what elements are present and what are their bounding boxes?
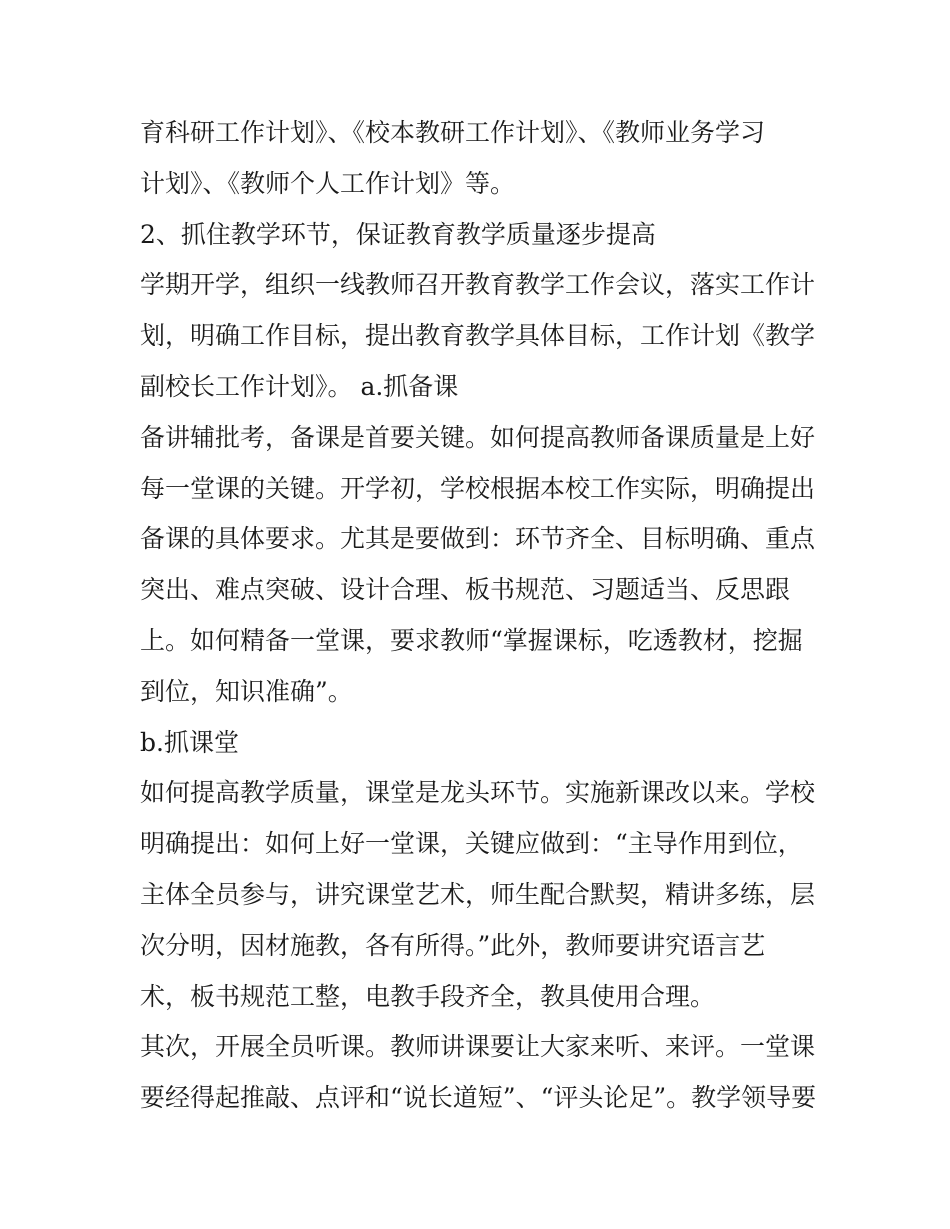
text-line: 次分明，因材施教，各有所得。”此外，教师要讲究语言艺: [140, 930, 766, 960]
text-line: 到位，知识准确”。: [140, 676, 353, 706]
text-line: 主体全员参与，讲究课堂艺术，师生配合默契，精讲多练，层: [140, 879, 816, 909]
text-line: 副校长工作计划》。 a.抓备课: [140, 371, 459, 401]
text-line: 上。如何精备一堂课，要求教师“掌握课标，吃透教材，挖掘: [140, 625, 803, 655]
text-line: 明确提出：如何上好一堂课，关键应做到：“主导作用到位，: [140, 829, 803, 859]
text-line: 备课的具体要求。尤其是要做到：环节齐全、目标明确、重点: [140, 524, 816, 554]
text-line: 划，明确工作目标，提出教育教学具体目标，工作计划《教学: [140, 321, 816, 351]
subsection-heading: b.抓课堂: [140, 727, 239, 757]
body-text: [140, 108, 820, 1124]
text-line: 术，板书规范工整，电教手段齐全，教具使用合理。: [140, 981, 716, 1011]
text-line: 学期开学，组织一线教师召开教育教学工作会议，落实工作计: [140, 270, 816, 300]
section-heading: 2、抓住教学环节，保证教育教学质量逐步提高: [140, 219, 656, 249]
text-line: 育科研工作计划》、《校本教研工作计划》、《教师业务学习: [140, 118, 766, 147]
text-line: 计划》、《教师个人工作计划》等。: [140, 168, 516, 198]
text-line: 备讲辅批考，备课是首要关键。如何提高教师备课质量是上好: [140, 422, 816, 452]
text-line: 要经得起推敲、点评和“说长道短”、“评头论足”。教学领导要: [140, 1083, 817, 1113]
text-line: 如何提高教学质量，课堂是龙头环节。实施新课改以来。学校: [140, 778, 816, 808]
text-line: 其次，开展全员听课。教师讲课要让大家来听、来评。一堂课: [140, 1032, 816, 1062]
text-line: 突出、难点突破、设计合理、板书规范、习题适当、反思跟: [140, 575, 791, 605]
text-line: 每一堂课的关键。开学初，学校根据本校工作实际，明确提出: [140, 473, 816, 503]
